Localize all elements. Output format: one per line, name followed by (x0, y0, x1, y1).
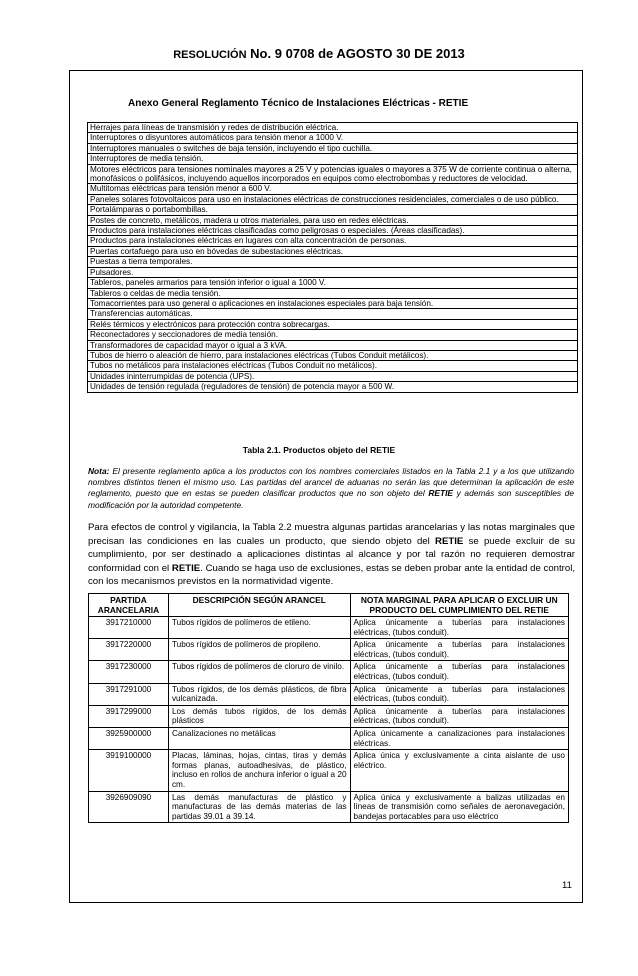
tariff-note-cell: Aplica única y exclusivamente a cinta aislante de uso eléctrico. (350, 750, 568, 791)
product-row (88, 361, 578, 371)
tariff-code-cell: 3917299000 (89, 705, 169, 727)
product-row (88, 309, 578, 319)
product-row (88, 298, 578, 308)
product-cell: Postes de concreto, metálicos, madera u otros materiales, para uso en redes eléctricas. (88, 215, 578, 225)
tariff-header-code: PARTIDA ARANCELARIA (89, 594, 169, 617)
product-cell: Paneles solares fotovoltaicos para uso en instalaciones eléctricas de construcciones residenciales, comerciales o de uso público. (88, 194, 578, 204)
product-row (88, 371, 578, 381)
para-text-1: Para efectos de control y vigilancia, la Tabla 2.2 muestra algunas partidas arancelarias y las notas marginales que precisan las condiciones en las cuales un producto, que siendo objeto del (88, 522, 575, 547)
product-row (88, 123, 578, 133)
tariff-note-cell: Aplica únicamente a canalizaciones para instalaciones eléctricas. (350, 727, 568, 749)
product-cell: Herrajes para líneas de transmisión y redes de distribución eléctrica. (88, 123, 578, 133)
product-cell: Tableros o celdas de media tensión. (88, 288, 578, 298)
para-retie-1: RETIE (435, 535, 464, 547)
tariff-row (89, 617, 569, 639)
para-text-2: se puede excluir de su cumplimiento, por ser destinado a aplicaciones distintas al alcance y por tal razón no requieren demostrar conformidad con el (88, 535, 575, 574)
annex-title: Anexo General Reglamento Técnico de Instalaciones Eléctricas - RETIE (128, 98, 469, 109)
tariff-code-cell: 3917291000 (89, 683, 169, 705)
product-row (88, 278, 578, 288)
product-cell: Productos para instalaciones eléctricas en lugares con alta concentración de personas. (88, 236, 578, 246)
tariff-code-cell: 3917210000 (89, 617, 169, 639)
tariff-code-cell: 3917220000 (89, 639, 169, 661)
product-cell: Multitomas eléctricas para tensión menor a 600 V. (88, 184, 578, 194)
note-label: Nota: (88, 466, 110, 476)
product-row (88, 340, 578, 350)
product-row (88, 236, 578, 246)
product-row (88, 154, 578, 164)
tariff-desc-cell: Tubos rígidos de polímeros de etileno. (168, 617, 350, 639)
tariff-desc-cell: Placas, láminas, hojas, cintas, tiras y demás formas planas, autoadhesivas, de plástico, incluso en rollos de anchura inferior o igual a 20 cm. (168, 750, 350, 791)
tariff-code-cell: 3919100000 (89, 750, 169, 791)
product-cell: Transferencias automáticas. (88, 309, 578, 319)
tariff-note-cell: Aplica únicamente a tuberías para instalaciones eléctricas, (tubos conduit). (350, 639, 568, 661)
product-cell: Interruptores de media tensión. (88, 154, 578, 164)
resolution-number: No. 9 0708 de AGOSTO 30 DE 2013 (250, 46, 465, 61)
tariff-note-cell: Aplica únicamente a tuberías para instalaciones eléctricas, (tubos conduit). (350, 705, 568, 727)
tariff-code-cell: 3926909090 (89, 791, 169, 823)
page-header (0, 46, 638, 61)
product-row (88, 194, 578, 204)
product-row (88, 184, 578, 194)
tariff-header-desc: DESCRIPCIÓN SEGÚN ARANCEL (168, 594, 350, 617)
product-row (88, 257, 578, 267)
tariff-code-cell: 3925900000 (89, 727, 169, 749)
note-retie: RETIE (428, 488, 453, 499)
product-row (88, 267, 578, 277)
tariff-row (89, 661, 569, 683)
tariff-header-note: NOTA MARGINAL PARA APLICAR O EXCLUIR UN PRODUCTO DEL CUMPLIMIENTO DEL RETIE (350, 594, 568, 617)
product-row (88, 350, 578, 360)
product-cell: Tableros, paneles armarios para tensión inferior o igual a 1000 V. (88, 278, 578, 288)
tariff-desc-cell: Tubos rígidos, de los demás plásticos, de fibra vulcanizada. (168, 683, 350, 705)
product-row (88, 330, 578, 340)
product-row (88, 382, 578, 392)
product-cell: Interruptores manuales o switches de baja tensión, incluyendo el tipo cuchilla. (88, 143, 578, 153)
tariff-desc-cell: Tubos rígidos de polímeros de propileno. (168, 639, 350, 661)
product-row (88, 143, 578, 153)
resolution-label: RESOLUCIÓN (173, 49, 247, 61)
product-row (88, 215, 578, 225)
product-row (88, 205, 578, 215)
tariff-code-cell: 3917230000 (89, 661, 169, 683)
product-cell: Pulsadores. (88, 267, 578, 277)
product-row (88, 246, 578, 256)
tariff-row (89, 639, 569, 661)
tariff-table (88, 593, 569, 823)
tariff-desc-cell: Las demás manufacturas de plástico y manufacturas de las demás materias de las partidas 39.01 a 39.14. (168, 791, 350, 823)
products-table (87, 122, 578, 393)
tariff-row (89, 750, 569, 791)
page-number: 11 (562, 880, 572, 891)
product-row (88, 164, 578, 184)
tariff-row (89, 683, 569, 705)
tariff-desc-cell: Canalizaciones no metálicas (168, 727, 350, 749)
tariff-row (89, 791, 569, 823)
para-text-3: . Cuando se haga uso de exclusiones, estas se deben probar ante la entidad de control, con los mecanismos previstos en la normatividad vigente. (88, 562, 575, 587)
tariff-note-cell: Aplica única y exclusivamente a balizas utilizadas en líneas de transmisión como señales de aeronavegación, bandejas portacables para uso eléctrico (350, 791, 568, 823)
product-cell: Interruptores o disyuntores automáticos para tensión menor a 1000 V. (88, 133, 578, 143)
product-cell: Unidades ininterrumpidas de potencia (UPS). (88, 371, 578, 381)
tariff-note-cell: Aplica únicamente a tuberías para instalaciones eléctricas, (tubos conduit). (350, 683, 568, 705)
tariff-row (89, 727, 569, 749)
product-row (88, 133, 578, 143)
product-cell: Transformadores de capacidad mayor o igual a 3 kVA. (88, 340, 578, 350)
note-text-2: y además son susceptibles de modificación por la autoridad competente. (88, 488, 574, 510)
tariff-row (89, 705, 569, 727)
product-row (88, 226, 578, 236)
note-text-1: El presente reglamento aplica a los productos con los nombres comerciales listados en la Tabla 2.1 y a los que utilizando nombres distintos tienen el mismo uso. Las partidas del arancel de aduanas no serán las que determinan la aplicación de este reglamento, puesto que en estas se pueden clasificar productos que no son objeto del (88, 466, 574, 499)
tariff-note-cell: Aplica únicamente a tuberías para instalaciones eléctricas, (tubos conduit). (350, 617, 568, 639)
product-cell: Portalámparas o portabombillas. (88, 205, 578, 215)
product-cell: Reconectadores y seccionadores de media tensión. (88, 330, 578, 340)
product-cell: Puertas cortafuego para uso en bóvedas de subestaciones eléctricas. (88, 246, 578, 256)
product-cell: Tubos no metálicos para instalaciones eléctricas (Tubos Conduit no metálicos). (88, 361, 578, 371)
table-caption: Tabla 2.1. Productos objeto del RETIE (242, 445, 396, 455)
tariff-desc-cell: Tubos rígidos de polímeros de cloruro de vinilo. (168, 661, 350, 683)
product-row (88, 319, 578, 329)
tariff-desc-cell: Los demás tubos rígidos, de los demás plásticos (168, 705, 350, 727)
para-retie-2: RETIE (171, 562, 201, 574)
body-paragraph (88, 521, 575, 589)
product-cell: Tubos de hierro o aleación de hierro, para instalaciones eléctricas (Tubos Conduit metálicos). (88, 350, 578, 360)
tariff-note-cell: Aplica únicamente a tuberías para instalaciones eléctricas, (tubos conduit). (350, 661, 568, 683)
note-paragraph (88, 466, 574, 511)
product-row (88, 288, 578, 298)
product-cell: Tomacorrientes para uso general o aplicaciones en instalaciones especiales para baja tensión. (88, 298, 578, 308)
product-cell: Productos para instalaciones eléctricas clasificadas como peligrosas o especiales. (Áreas clasificadas). (88, 226, 578, 236)
tariff-header-row (89, 594, 569, 617)
product-cell: Puestas a tierra temporales. (88, 257, 578, 267)
product-cell: Unidades de tensión regulada (reguladores de tensión) de potencia mayor a 500 W. (88, 382, 578, 392)
product-cell: Relés térmicos y electrónicos para protección contra sobrecargas. (88, 319, 578, 329)
product-cell: Motores eléctricos para tensiones nominales mayores a 25 V y potencias iguales o mayores a 375 W de corriente continua o alterna, monofásicos o polifásicos, incluyendo aquellos incorporados en equipos como electrobombas y reductores de velocidad. (88, 164, 578, 184)
